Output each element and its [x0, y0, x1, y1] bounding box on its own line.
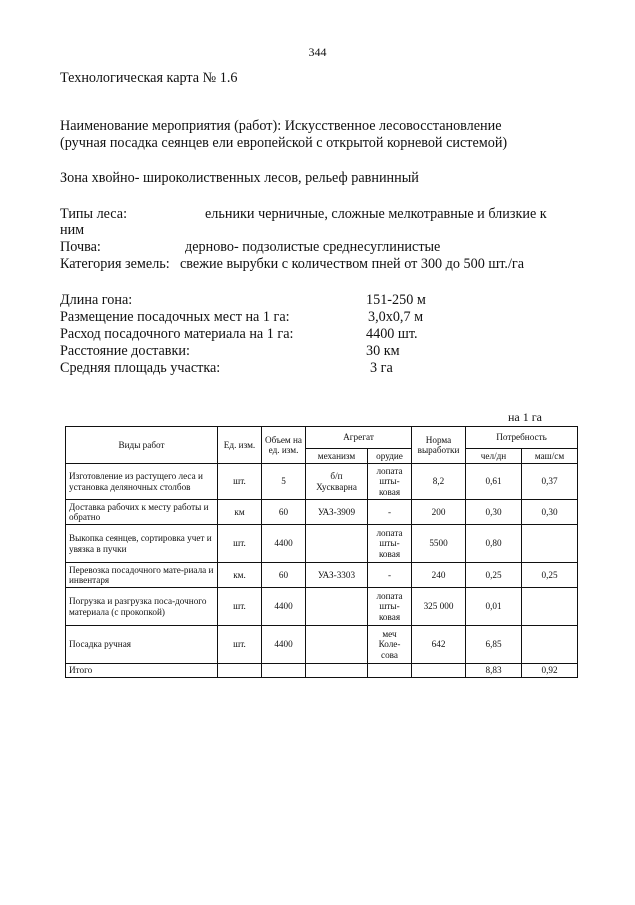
row-volume: 4400: [262, 626, 306, 664]
row-tool: -: [368, 563, 412, 588]
row-work: Выкопка сеянцев, сортировка учет и увязка в пучки: [66, 525, 218, 563]
row-machine: [522, 525, 578, 563]
activity-line-2: (ручная посадка сеянцев ели европейской с открытой корневой системой): [60, 135, 508, 151]
row-unit: шт.: [218, 588, 262, 626]
row-unit: шт.: [218, 626, 262, 664]
row-man-days: 6,85: [466, 626, 522, 664]
row-machine: 0,37: [522, 464, 578, 500]
soil-value: дерново- подзолистые среднесуглинистые: [185, 239, 441, 255]
row-machine: [522, 588, 578, 626]
row-machine: 0,25: [522, 563, 578, 588]
row-man-days: 0,80: [466, 525, 522, 563]
row-unit: км: [218, 500, 262, 525]
param-value: 3 га: [370, 360, 393, 376]
row-norm: 240: [412, 563, 466, 588]
row-volume: 60: [262, 500, 306, 525]
row-man-days: 0,61: [466, 464, 522, 500]
row-work: Перевозка посадочного мате-риала и инвентаря: [66, 563, 218, 588]
param-value: 151-250 м: [366, 292, 426, 308]
row-man-days: 0,30: [466, 500, 522, 525]
row-norm: 325 000: [412, 588, 466, 626]
row-work: Погрузка и разгрузка поса-дочного материала (с прокопкой): [66, 588, 218, 626]
row-work: Изготовление из растущего леса и установка деляночных столбов: [66, 464, 218, 500]
param-label: Длина гона:: [60, 292, 133, 308]
param-label: Размещение посадочных мест на 1 га:: [60, 309, 290, 325]
soil-label: Почва:: [60, 239, 101, 255]
row-volume: 60: [262, 563, 306, 588]
param-value: 3,0х0,7 м: [368, 309, 424, 325]
land-label: Категория земель:: [60, 256, 170, 272]
row-volume: 5: [262, 464, 306, 500]
zone-text: Зона хвойно- широколиственных лесов, рельеф равнинный: [60, 170, 419, 186]
row-tool: лопата шты-ковая: [368, 464, 412, 500]
header-norm: Норма выработки: [412, 427, 466, 464]
table-row: [66, 464, 578, 500]
row-unit: км.: [218, 563, 262, 588]
total-row: [66, 664, 578, 678]
activity-line-1: Наименование мероприятия (работ): Искусственное лесовосстановление: [60, 118, 502, 134]
row-norm: 200: [412, 500, 466, 525]
total-label: Итого: [66, 664, 218, 678]
forest-types-label: Типы леса:: [60, 206, 128, 222]
param-value: 4400 шт.: [366, 326, 418, 342]
row-norm: 642: [412, 626, 466, 664]
header-volume: Объем на ед. изм.: [262, 427, 306, 464]
work-table: [65, 426, 578, 678]
card-title: Технологическая карта № 1.6: [60, 70, 238, 86]
row-unit: шт.: [218, 464, 262, 500]
per-hectare-note: на 1 га: [508, 410, 542, 424]
table-row: [66, 563, 578, 588]
param-value: 30 км: [366, 343, 400, 359]
table-row: [66, 626, 578, 664]
total-man-days: 8,83: [466, 664, 522, 678]
row-mechanism: б/п Хускварна: [306, 464, 368, 500]
row-tool: меч Коле-сова: [368, 626, 412, 664]
header-mechanism: механизм: [306, 449, 368, 464]
header-tool: орудие: [368, 449, 412, 464]
header-aggregate: Агрегат: [306, 427, 412, 449]
forest-types-value: ельники черничные, сложные мелкотравные и близкие к: [205, 206, 547, 222]
header-unit: Ед. изм.: [218, 427, 262, 464]
row-work: Доставка рабочих к месту работы и обратно: [66, 500, 218, 525]
row-man-days: 0,25: [466, 563, 522, 588]
row-mechanism: [306, 626, 368, 664]
table-row: [66, 588, 578, 626]
row-tool: лопата шты-ковая: [368, 588, 412, 626]
param-label: Средняя площадь участка:: [60, 360, 221, 376]
param-label: Расход посадочного материала на 1 га:: [60, 326, 294, 342]
row-norm: 5500: [412, 525, 466, 563]
row-volume: 4400: [262, 525, 306, 563]
header-machine: маш/см: [522, 449, 578, 464]
header-need: Потребность: [466, 427, 578, 449]
page-number: 344: [308, 45, 327, 59]
row-mechanism: [306, 588, 368, 626]
row-tool: лопата шты-ковая: [368, 525, 412, 563]
row-man-days: 0,01: [466, 588, 522, 626]
row-mechanism: УАЗ-3909: [306, 500, 368, 525]
row-work: Посадка ручная: [66, 626, 218, 664]
table-row: [66, 500, 578, 525]
header-man-days: чел/дн: [466, 449, 522, 464]
row-mechanism: [306, 525, 368, 563]
forest-types-cont: ним: [60, 222, 85, 238]
row-volume: 4400: [262, 588, 306, 626]
row-tool: -: [368, 500, 412, 525]
row-mechanism: УАЗ-3303: [306, 563, 368, 588]
row-machine: 0,30: [522, 500, 578, 525]
land-value: свежие вырубки с количеством пней от 300 до 500 шт./га: [180, 256, 525, 272]
table-row: [66, 525, 578, 563]
param-label: Расстояние доставки:: [60, 343, 190, 359]
total-machine: 0,92: [522, 664, 578, 678]
row-unit: шт.: [218, 525, 262, 563]
row-machine: [522, 626, 578, 664]
row-norm: 8,2: [412, 464, 466, 500]
header-work: Виды работ: [66, 427, 218, 464]
